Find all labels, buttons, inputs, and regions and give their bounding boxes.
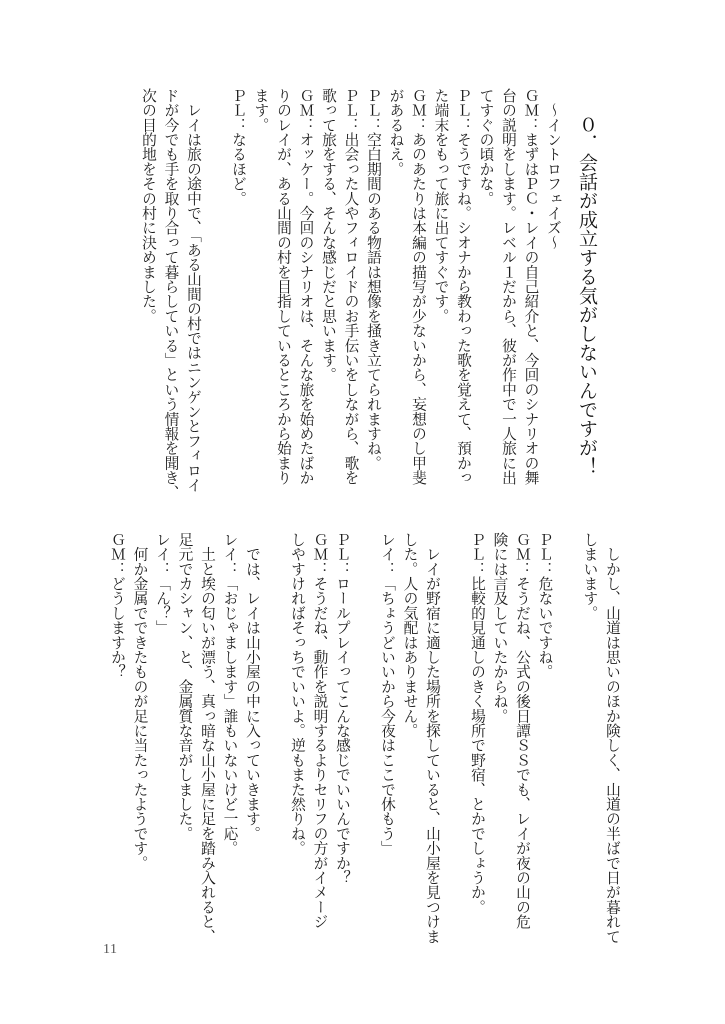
upper-text-block (137, 88, 565, 518)
text-line: レイ：「ちょうどいいから今夜はここで休もう」 (379, 532, 396, 856)
blank-line (556, 532, 579, 962)
text-line: レイが野宿に適した場所を探していると、山小屋を見つけま (424, 532, 441, 944)
page-number: 11 (103, 942, 118, 957)
blank-line (263, 532, 286, 962)
text-line: ＰＬ：なるほど。 (230, 88, 247, 206)
text-line: ＰＬ：ロールプレイってこんな感じでいいんですか？ (334, 532, 351, 885)
text-line: ＰＬ：比較的見通しのきく場所で野宿、とかでしょうか。 (469, 532, 486, 915)
text-line: ＰＬ：危ないですね。 (536, 532, 554, 679)
blank-line (353, 532, 376, 962)
text-line: ＧＭ：あのあたりは本編の描写が少ないから、妄想のし甲斐 (410, 88, 427, 485)
text-line: ＧＭ：そうだね、公式の後日譚ＳＳでも、レイが夜の山の危 (514, 532, 531, 929)
text-line: 土と埃の匂いが漂う、真っ暗な山小屋に足を踏み入れると、 (199, 532, 216, 944)
text-line: ＧＭ：オッケー。今回のシナリオは、そんな旅を始めたばか (297, 88, 315, 485)
text-line: ドが今でも手を取り合って暮らしている」という情報を聞き、 (162, 88, 180, 500)
text-line: では、レイは山小屋の中に入っていきます。 (244, 532, 261, 841)
text-line: があるねえ。 (387, 88, 405, 177)
text-line: しまいます。 (581, 532, 599, 621)
text-line: りのレイが、ある山間の村を目指しているところから始まり (275, 88, 292, 485)
text-line: ＧＭ：どうしますか？ (109, 532, 126, 679)
chapter-title: ０．会話が成立する気がしないんですが！ (576, 115, 598, 476)
text-line: ＰＬ：そうですね。シオナから教わった歌を覚えて、預かっ (455, 88, 472, 485)
blank-line (204, 88, 227, 518)
blank-line (443, 532, 466, 962)
text-line: ＧＭ：そうだね、動作を説明するよりセリフの方がイメージ (311, 532, 329, 929)
text-line: ＰＬ：出会った人やフィロイドのお手伝いをしながら、歌を (342, 88, 360, 485)
text-line: レイ：「ん？」 (154, 532, 171, 635)
text-line: ＧＭ：まずはＰＣ・レイの自己紹介と、今回のシナリオの舞 (522, 88, 540, 485)
text-line: 歌って旅をする、そんな感じだと思います。 (320, 88, 337, 382)
text-line: 次の目的地をその村に決めました。 (140, 88, 157, 324)
text-line: しかし、山道は思いのほか険しく、山道の半ばで日が暮れて (604, 532, 621, 944)
text-line: てすぐの頃かな。 (477, 88, 495, 206)
text-line: した。人の気配はありません。 (401, 532, 419, 738)
text-line: しやすければそっちでいいよ。逆もまた然りね。 (289, 532, 306, 856)
text-line: 何か金属でできたものが足に当たったようです。 (131, 532, 149, 871)
lower-text-block (106, 532, 624, 962)
text-line: レイ：「おじゃまします」誰もいないけど一応。 (221, 532, 239, 856)
text-line: レイは旅の途中で、「ある山間の村ではニンゲンとフィロイ (185, 88, 202, 493)
text-line: 台の説明をします。レベル１だから、彼が作中で一人旅に出 (500, 88, 517, 485)
section-heading-line: ～イントロフェイズ～ (545, 88, 562, 250)
text-line: ます。 (252, 88, 270, 133)
text-line: 険には言及していたからね。 (491, 532, 509, 724)
text-line: ＰＬ：空白期間のある物語は想像を掻き立てられますね。 (365, 88, 382, 471)
text-line: 足元でカシャン、と、金属質な音がしました。 (176, 532, 194, 841)
text-line: た端末をもって旅に出てすぐです。 (432, 88, 450, 324)
